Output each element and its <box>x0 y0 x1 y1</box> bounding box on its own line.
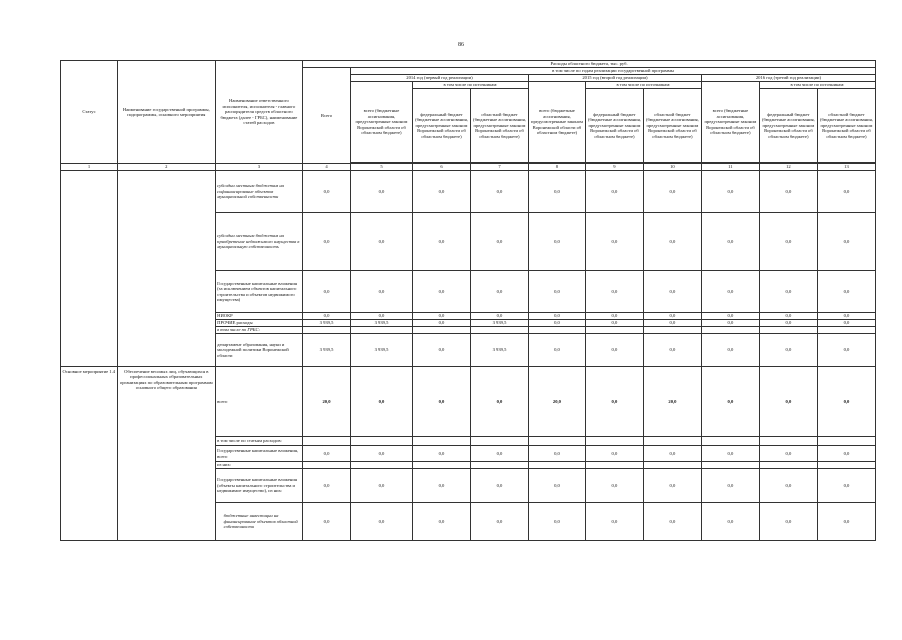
value-cell <box>413 327 471 334</box>
value-cell: 0,0 <box>701 367 759 437</box>
col-number: 3 <box>215 164 302 171</box>
value-cell: 0,0 <box>701 271 759 313</box>
value-cell: 20,0 <box>303 367 351 437</box>
value-cell: 0,0 <box>303 171 351 213</box>
value-cell: 0,0 <box>528 313 585 320</box>
value-cell: 0,0 <box>701 469 759 503</box>
value-cell: 0,0 <box>470 446 528 462</box>
col-number: 12 <box>759 164 817 171</box>
value-cell: 0,0 <box>470 469 528 503</box>
value-cell <box>350 437 412 446</box>
value-cell <box>817 462 875 469</box>
name-cell-empty <box>117 171 215 367</box>
budget-table <box>60 60 876 541</box>
value-cell: 0,0 <box>350 446 412 462</box>
value-cell: 0,0 <box>350 367 412 437</box>
value-cell: 0,0 <box>413 213 471 271</box>
col-number: 1 <box>61 164 118 171</box>
value-cell: 0,0 <box>817 503 875 541</box>
value-cell: 0,0 <box>413 171 471 213</box>
col-number: 11 <box>701 164 759 171</box>
row-label: ПРОЧИЕ расходы <box>215 320 302 327</box>
header-expenses-title: Расходы областного бюджета, тыс. руб. <box>303 61 876 68</box>
col-number: 6 <box>413 164 471 171</box>
value-cell: 0,0 <box>701 320 759 327</box>
row-label: Государственные капитальные вложения, всего <box>215 446 302 462</box>
value-cell: 0,0 <box>759 213 817 271</box>
value-cell: 0,0 <box>350 213 412 271</box>
header-2014-federal: федеральный бюджет (бюджетные ассигнования, предусмотренные законом Воронежской области об областном бюджете) <box>413 89 471 163</box>
value-cell: 0,0 <box>585 271 643 313</box>
row-label: субсидии местным бюджетам на приобретение недвижимого имущества в муниципальную собственность <box>215 213 302 271</box>
value-cell <box>585 437 643 446</box>
value-cell <box>817 437 875 446</box>
value-cell <box>701 462 759 469</box>
value-cell: 0,0 <box>759 271 817 313</box>
row-label: НИОКР <box>215 313 302 320</box>
value-cell <box>759 327 817 334</box>
value-cell <box>585 462 643 469</box>
header-2016-total: всего (бюджетные ассигнования, предусмотренные законом Воронежской области об областном бюджете) <box>701 82 759 163</box>
header-total: Всего <box>303 68 351 164</box>
value-cell <box>350 462 412 469</box>
value-cell: 0,0 <box>303 446 351 462</box>
value-cell: 0,0 <box>759 503 817 541</box>
value-cell: 0,0 <box>585 171 643 213</box>
header-2014-total: всего (бюджетные ассигнования, предусмотренные законом Воронежской области об областном бюджете) <box>350 82 412 163</box>
value-cell: 3 939,5 <box>350 320 412 327</box>
value-cell: 0,0 <box>817 213 875 271</box>
value-cell: 0,0 <box>585 334 643 367</box>
value-cell: 0,0 <box>413 334 471 367</box>
header-year-2014: 2014 год (первый год реализации) <box>350 75 528 82</box>
row-label: бюджетные инвестиции на финансирование объектов областной собственности <box>215 503 302 541</box>
value-cell: 0,0 <box>643 313 701 320</box>
col-number: 8 <box>528 164 585 171</box>
value-cell <box>528 437 585 446</box>
value-cell: 0,0 <box>759 446 817 462</box>
value-cell: 0,0 <box>585 469 643 503</box>
value-cell: 20,0 <box>528 367 585 437</box>
value-cell: 0,0 <box>817 367 875 437</box>
value-cell: 0,0 <box>585 320 643 327</box>
value-cell: 0,0 <box>701 171 759 213</box>
value-cell <box>759 437 817 446</box>
col-number: 4 <box>303 164 351 171</box>
value-cell: 0,0 <box>817 171 875 213</box>
value-cell: 0,0 <box>585 313 643 320</box>
value-cell: 3 939,5 <box>350 334 412 367</box>
value-cell: 0,0 <box>470 271 528 313</box>
header-2016-sources: в том числе по источникам: <box>759 82 875 89</box>
value-cell: 0,0 <box>303 313 351 320</box>
value-cell: 0,0 <box>413 503 471 541</box>
value-cell: 0,0 <box>350 171 412 213</box>
col-number: 5 <box>350 164 412 171</box>
value-cell: 0,0 <box>528 446 585 462</box>
value-cell: 0,0 <box>643 334 701 367</box>
value-cell: 0,0 <box>350 503 412 541</box>
col-number: 7 <box>470 164 528 171</box>
col-number: 10 <box>643 164 701 171</box>
col-number: 9 <box>585 164 643 171</box>
value-cell: 0,0 <box>528 469 585 503</box>
value-cell: 0,0 <box>585 446 643 462</box>
status-cell: Основное мероприятие 1.4 <box>61 367 118 541</box>
value-cell <box>701 437 759 446</box>
value-cell: 0,0 <box>759 313 817 320</box>
value-cell: 0,0 <box>350 271 412 313</box>
event-name-cell: Обеспечение весомых лиц, обучающихся в профессиональных образовательных организациях по образовательным программам основного общего образования <box>117 367 215 541</box>
value-cell: 0,0 <box>817 469 875 503</box>
value-cell <box>528 462 585 469</box>
value-cell <box>643 327 701 334</box>
header-by-years: в том числе по годам реализации государственной программы <box>350 68 875 75</box>
value-cell <box>303 462 351 469</box>
value-cell: 0,0 <box>303 213 351 271</box>
value-cell: 0,0 <box>528 271 585 313</box>
value-cell: 3 939,5 <box>303 320 351 327</box>
row-label: из них: <box>215 462 302 469</box>
value-cell: 0,0 <box>528 320 585 327</box>
value-cell: 0,0 <box>759 367 817 437</box>
value-cell: 0,0 <box>528 334 585 367</box>
value-cell: 0,0 <box>585 367 643 437</box>
value-cell: 0,0 <box>303 271 351 313</box>
value-cell: 0,0 <box>817 446 875 462</box>
value-cell: 0,0 <box>817 313 875 320</box>
value-cell: 0,0 <box>817 334 875 367</box>
value-cell: 0,0 <box>585 503 643 541</box>
value-cell: 0,0 <box>817 320 875 327</box>
value-cell <box>585 327 643 334</box>
header-2014-regional: областной бюджет (бюджетные ассигнования, предусмотренные законом Воронежской области об областном бюджете) <box>470 89 528 163</box>
value-cell <box>413 462 471 469</box>
value-cell <box>303 437 351 446</box>
value-cell <box>350 327 412 334</box>
header-2015-regional: областной бюджет (бюджетные ассигнования, предусмотренные законом Воронежской области об областном бюджете) <box>643 89 701 163</box>
value-cell <box>701 327 759 334</box>
value-cell: 0,0 <box>701 446 759 462</box>
row-label: субсидии местным бюджетам на софинансирование объектов муниципальной собственности <box>215 171 302 213</box>
value-cell <box>643 462 701 469</box>
value-cell: 0,0 <box>350 313 412 320</box>
value-cell <box>303 327 351 334</box>
value-cell: 3 939,5 <box>470 320 528 327</box>
value-cell: 0,0 <box>470 171 528 213</box>
value-cell: 0,0 <box>413 446 471 462</box>
value-cell: 0,0 <box>701 334 759 367</box>
value-cell: 3 939,5 <box>303 334 351 367</box>
value-cell: 0,0 <box>303 469 351 503</box>
value-cell: 0,0 <box>413 313 471 320</box>
value-cell: 0,0 <box>643 320 701 327</box>
value-cell <box>413 437 471 446</box>
header-2015-federal: федеральный бюджет (бюджетные ассигнования, предусмотренные законом Воронежской области об областном бюджете) <box>585 89 643 163</box>
col-number: 13 <box>817 164 875 171</box>
value-cell: 3 939,5 <box>470 334 528 367</box>
col-number: 2 <box>117 164 215 171</box>
row-label: департамент образования, науки и молодежной политики Воронежской области <box>215 334 302 367</box>
row-label: Государственные капитальные вложения (объекты капитального строительства и недвижимое имущество), из них: <box>215 469 302 503</box>
value-cell <box>470 437 528 446</box>
header-name: Наименование государственной программы, подпрограммы, основного мероприятия <box>117 61 215 164</box>
value-cell: 0,0 <box>701 213 759 271</box>
value-cell: 0,0 <box>759 334 817 367</box>
header-year-2015: 2015 год (второй год реализации) <box>528 75 701 82</box>
value-cell: 0,0 <box>643 503 701 541</box>
value-cell <box>528 327 585 334</box>
header-year-2016: 2016 год (третий год реализации) <box>701 75 875 82</box>
table-row <box>61 367 876 437</box>
row-label: в том числе по ГРБС: <box>215 327 302 334</box>
value-cell: 0,0 <box>643 271 701 313</box>
value-cell <box>470 327 528 334</box>
value-cell: 0,0 <box>817 271 875 313</box>
row-label: в том числе по статьям расходов: <box>215 437 302 446</box>
value-cell: 0,0 <box>643 213 701 271</box>
row-label: Государственные капитальные вложения (за исключением объектов капитального строительства и объектов недвижимого имущества) <box>215 271 302 313</box>
page-number: 86 <box>458 42 464 48</box>
value-cell: 0,0 <box>413 469 471 503</box>
value-cell: 0,0 <box>528 171 585 213</box>
header-status: Статус <box>61 61 118 164</box>
value-cell: 20,0 <box>643 367 701 437</box>
value-cell: 0,0 <box>470 213 528 271</box>
header-2016-regional: областной бюджет (бюджетные ассигнования, предусмотренные законом Воронежской области об областном бюджете) <box>817 89 875 163</box>
value-cell <box>643 437 701 446</box>
header-executor: Наименование ответственного исполнителя, исполнителя - главного распорядителя средств областного бюджета (далее - ГРБС), наименование статей расходов <box>215 61 302 164</box>
row-label: всего <box>215 367 302 437</box>
header-2015-sources: в том числе по источникам: <box>585 82 701 89</box>
header-2016-federal: федеральный бюджет (бюджетные ассигнования, предусмотренные законом Воронежской области об областном бюджете) <box>759 89 817 163</box>
table-row <box>61 171 876 213</box>
value-cell <box>759 462 817 469</box>
value-cell: 0,0 <box>470 367 528 437</box>
value-cell: 0,0 <box>643 171 701 213</box>
value-cell: 0,0 <box>470 313 528 320</box>
value-cell: 0,0 <box>759 320 817 327</box>
status-cell-empty <box>61 171 118 367</box>
value-cell <box>470 462 528 469</box>
header-2014-sources: в том числе по источникам: <box>413 82 529 89</box>
value-cell: 0,0 <box>350 469 412 503</box>
value-cell <box>817 327 875 334</box>
value-cell: 0,0 <box>303 503 351 541</box>
value-cell: 0,0 <box>413 367 471 437</box>
value-cell: 0,0 <box>413 271 471 313</box>
value-cell: 0,0 <box>643 469 701 503</box>
value-cell: 0,0 <box>585 213 643 271</box>
value-cell: 0,0 <box>759 171 817 213</box>
value-cell: 0,0 <box>413 320 471 327</box>
value-cell: 0,0 <box>470 503 528 541</box>
value-cell: 0,0 <box>701 313 759 320</box>
value-cell: 0,0 <box>759 469 817 503</box>
value-cell: 0,0 <box>701 503 759 541</box>
header-2015-total: всего (бюджетные ассигнования, предусмотренные законом Воронежской области об областном бюджете) <box>528 82 585 163</box>
value-cell: 0,0 <box>528 213 585 271</box>
value-cell: 0,0 <box>528 503 585 541</box>
value-cell: 0,0 <box>643 446 701 462</box>
